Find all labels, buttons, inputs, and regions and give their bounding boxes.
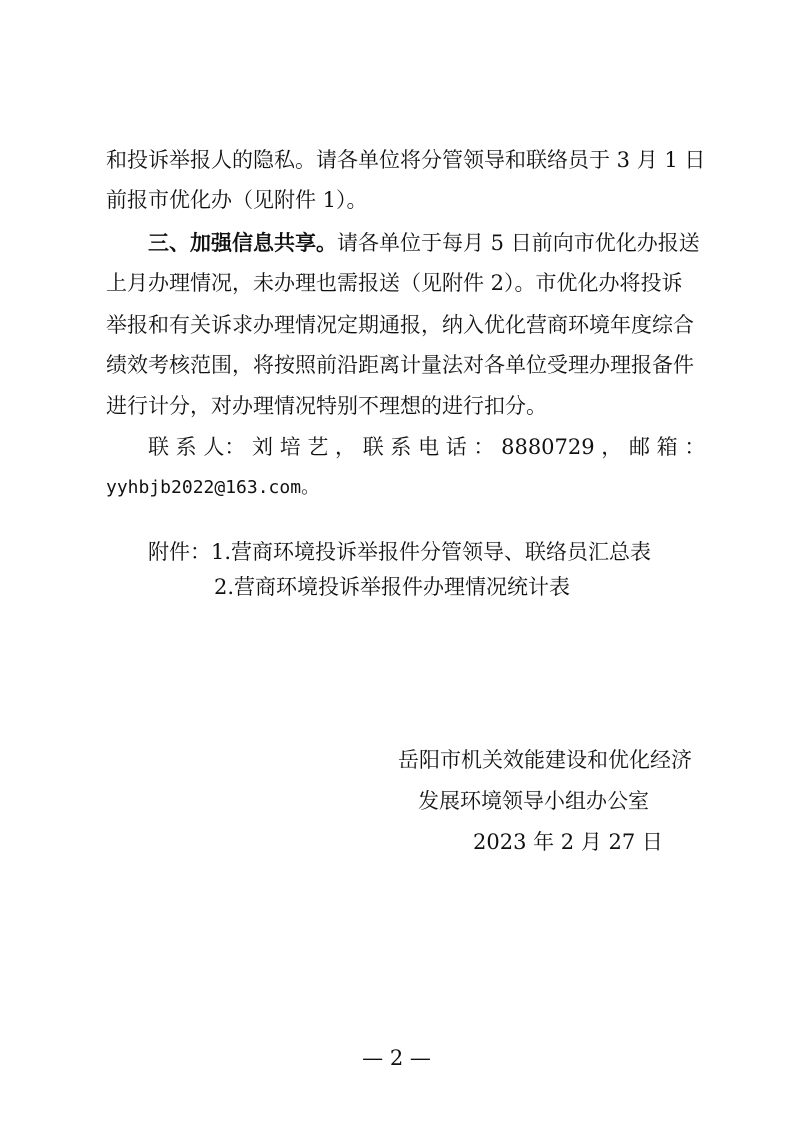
paragraph-2-line-5: 进行计分，对办理情况特别不理想的进行扣分。 bbox=[106, 394, 547, 418]
contact-email: yyhbjb2022@163.com。 bbox=[106, 477, 320, 498]
paragraph-2-line-4: 绩效考核范围，将按照前沿距离计量法对各单位受理办理报备件 bbox=[106, 353, 694, 377]
paragraph-2-line-1-text: 请各单位于每月 5 日前向市优化办报送 bbox=[337, 231, 700, 255]
paragraph-2-line-2: 上月办理情况，未办理也需报送（见附件 2）。市优化办将投诉 bbox=[106, 271, 683, 295]
signature-org-line-1: 岳阳市机关效能建设和优化经济 bbox=[398, 748, 692, 772]
paragraph-2-line-1 bbox=[148, 229, 732, 257]
signature-org-line-2: 发展环境领导小组办公室 bbox=[418, 789, 649, 813]
attachments-label: 附件： bbox=[148, 540, 211, 564]
attachment-item-2: 2.营商环境投诉举报件办理情况统计表 bbox=[214, 575, 571, 599]
attachment-line-1 bbox=[148, 538, 732, 566]
attachment-item-1: 1.营商环境投诉举报件分管领导、联络员汇总表 bbox=[211, 540, 652, 564]
section-heading: 三、加强信息共享。 bbox=[148, 231, 337, 255]
page-number: — 2 — bbox=[362, 1046, 431, 1070]
signature-date: 2023 年 2 月 27 日 bbox=[473, 830, 663, 854]
contact-line-1: 联 系 人： 刘 培 艺 ， 联 系 电 话 ： 8880729 ， 邮 箱 ： bbox=[148, 435, 706, 459]
paragraph-2-line-3: 举报和有关诉求办理情况定期通报，纳入优化营商环境年度综合 bbox=[106, 313, 694, 337]
paragraph-1-line-2: 前报市优化办（见附件 1）。 bbox=[106, 188, 368, 212]
paragraph-1-line-1: 和投诉举报人的隐私。请各单位将分管领导和联络员于 3 月 1 日 bbox=[106, 148, 706, 172]
